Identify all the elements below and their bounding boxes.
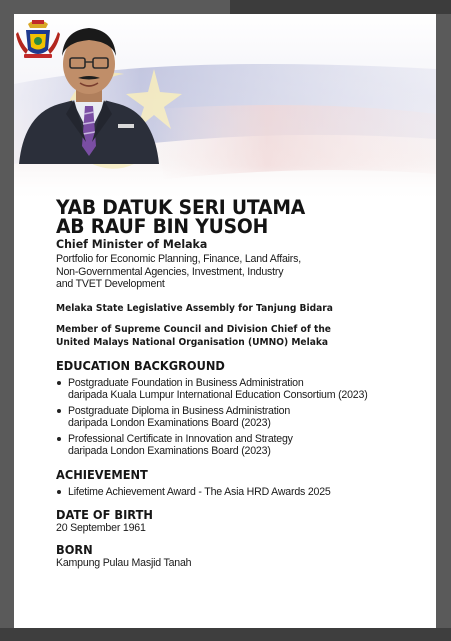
education-item-source: daripada London Examinations Board (2023) <box>68 445 271 457</box>
flag-banner <box>14 14 436 204</box>
profile-content <box>56 198 426 569</box>
bullet-dot-icon <box>57 437 61 441</box>
education-item-title: Postgraduate Diploma in Business Administration <box>68 404 291 417</box>
bullet-dot-icon <box>57 490 61 494</box>
date-of-birth-value: 20 September 1961 <box>56 522 146 534</box>
education-item-source: daripada Kuala Lumpur International Education Consortium (2023) <box>68 389 368 401</box>
background-stripe-top <box>230 0 451 14</box>
achievement-list <box>56 486 426 499</box>
education-heading: EDUCATION BACKGROUND <box>56 358 225 373</box>
profile-card <box>14 14 436 628</box>
education-item-title: Postgraduate Foundation in Business Administration <box>68 376 304 389</box>
education-item-source: daripada London Examinations Board (2023) <box>68 417 271 429</box>
list-item <box>56 486 426 499</box>
education-item-title: Professional Certificate in Innovation and Strategy <box>68 432 293 445</box>
background-stripe-bottom <box>0 628 451 641</box>
date-of-birth-heading: DATE OF BIRTH <box>56 508 153 522</box>
party-role-line: Member of Supreme Council and Division Chief of the <box>56 323 331 335</box>
portfolio-line: Non-Governmental Agencies, Investment, Industry <box>56 265 284 278</box>
portfolio-line: and TVET Development <box>56 278 165 290</box>
portfolio-description <box>56 253 426 291</box>
achievement-heading: ACHIEVEMENT <box>56 467 148 482</box>
portfolio-line: Portfolio for Economic Planning, Finance, Land Affairs, <box>56 253 301 265</box>
born-value: Kampung Pulau Masjid Tanah <box>56 556 192 569</box>
name-line-2: AB RAUF BIN YUSOH <box>56 215 269 238</box>
position-title: Chief Minister of Melaka <box>56 237 208 251</box>
party-role-line: United Malays National Organisation (UMNO) Melaka <box>56 336 329 348</box>
name-line-1: YAB DATUK SERI UTAMA <box>56 196 306 219</box>
born-heading: BORN <box>56 542 93 557</box>
list-item <box>56 405 426 430</box>
bullet-dot-icon <box>57 409 61 413</box>
education-list <box>56 377 426 458</box>
list-item <box>56 377 426 402</box>
bullet-dot-icon <box>57 381 61 385</box>
list-item <box>56 433 426 458</box>
chief-minister-portrait <box>14 14 164 164</box>
achievement-item: Lifetime Achievement Award - The Asia HRD Awards 2025 <box>68 485 331 498</box>
assembly-constituency: Melaka State Legislative Assembly for Tanjung Bidara <box>56 302 333 314</box>
